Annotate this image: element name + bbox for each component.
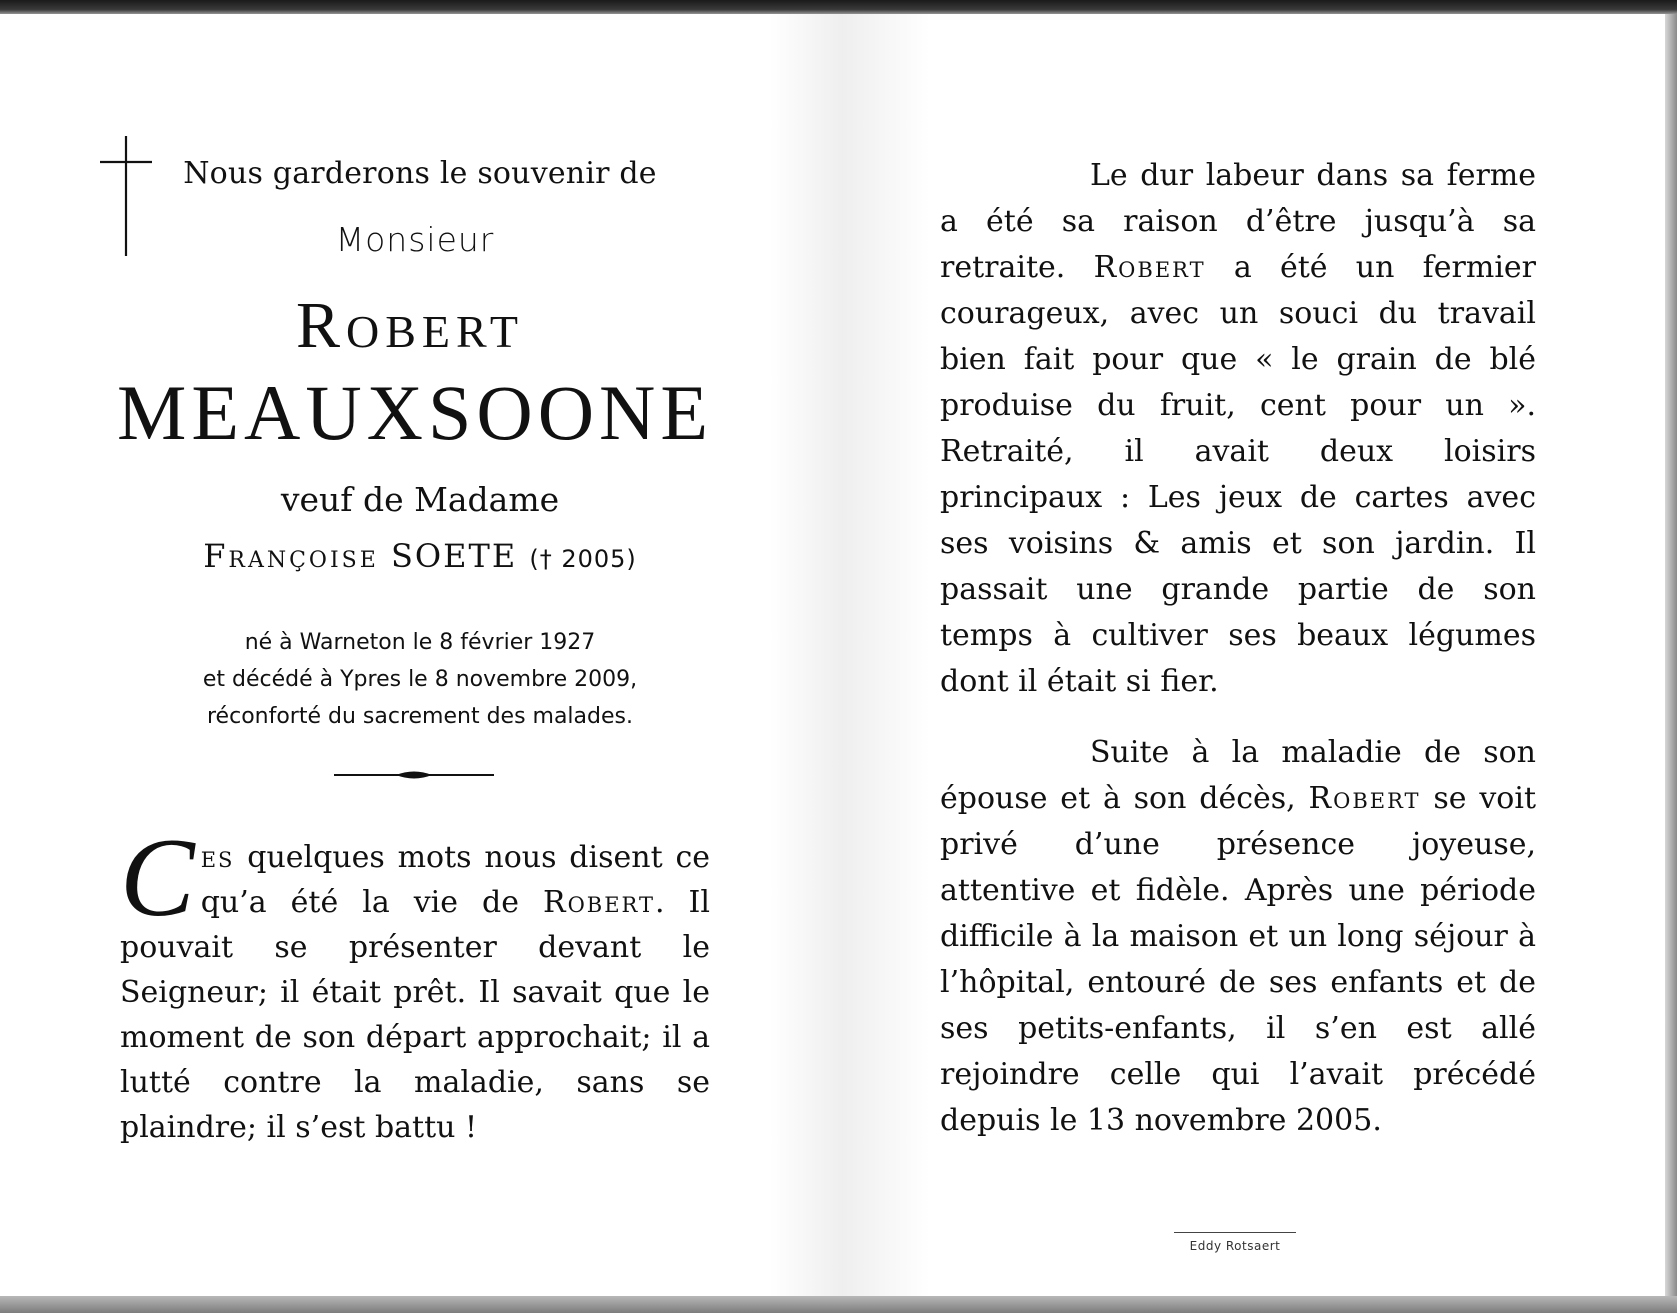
final-text-2: se voit privé d’une présence joyeuse, attentive et fidèle. Après une période difficile à la maison et un long séjour à l’hôpital, entouré de ses enfants et de ses petits-enfants, il s’en est allé rejoindre celle qui l’avait précédé depuis le 13 novembre 2005. xyxy=(940,781,1537,1138)
card-bottom-edge xyxy=(0,1296,1677,1313)
honorific: Monsieur xyxy=(335,220,495,259)
spouse-last-name: SOETE xyxy=(390,537,518,575)
spouse-first-name: Françoise xyxy=(203,537,379,575)
divider-ornament-icon xyxy=(334,768,494,782)
death-line: et décédé à Ypres le 8 novembre 2009, xyxy=(202,667,638,692)
lead-caps: es xyxy=(200,840,235,875)
card-right-edge xyxy=(1665,14,1677,1296)
widow-of-line: veuf de Madame xyxy=(280,480,560,519)
tribute-text-2: . Il pouvait se présenter devant le Seigneur; il était prêt. Il savait que le moment de son départ approchait; il a lutté contre la maladie, sans se plaindre; il s’est battu ! xyxy=(120,885,710,1145)
final-text-1: Suite à la maladie de son épouse et à son décès, xyxy=(940,735,1536,816)
printer-credit: Eddy Rotsaert xyxy=(1174,1232,1296,1253)
sacrament-line: réconforté du sacrement des malades. xyxy=(207,704,633,729)
life-dates xyxy=(170,624,670,735)
spouse-death-year: († 2005) xyxy=(529,545,637,573)
tribute-paragraph xyxy=(120,816,710,1150)
last-name: MEAUXSOONE xyxy=(117,369,713,456)
farm-text-2: a été un fermier courageux, avec un souci du travail bien fait pour que « le grain de blé produise du fruit, cent pour un ». Retraité, il avait deux loisirs principaux : Les jeux de cartes avec ses voisins & amis et son jardin. Il passait une grande partie de son temps à cultiver ses beaux légumes dont il était si fier. xyxy=(940,250,1537,699)
cross-icon xyxy=(98,136,154,256)
spouse-name xyxy=(140,537,700,575)
tribute-name: Robert xyxy=(542,885,655,920)
final-years-paragraph xyxy=(940,730,1536,1144)
birth-line: né à Warneton le 8 février 1927 xyxy=(244,630,596,655)
first-name: Robert xyxy=(295,289,525,362)
farm-name: Robert xyxy=(1093,250,1206,285)
final-name: Robert xyxy=(1308,781,1421,816)
farm-life-paragraph xyxy=(940,153,1536,705)
drop-cap: C xyxy=(120,816,195,940)
tribute-text-1: quelques mots nous disent ce qu’a été la vie de xyxy=(200,840,710,920)
farm-text-1: Le dur labeur dans sa ferme a été sa raison d’être jusqu’à sa retraite. xyxy=(940,158,1536,285)
intro-line: Nous garderons le souvenir de xyxy=(183,156,657,191)
